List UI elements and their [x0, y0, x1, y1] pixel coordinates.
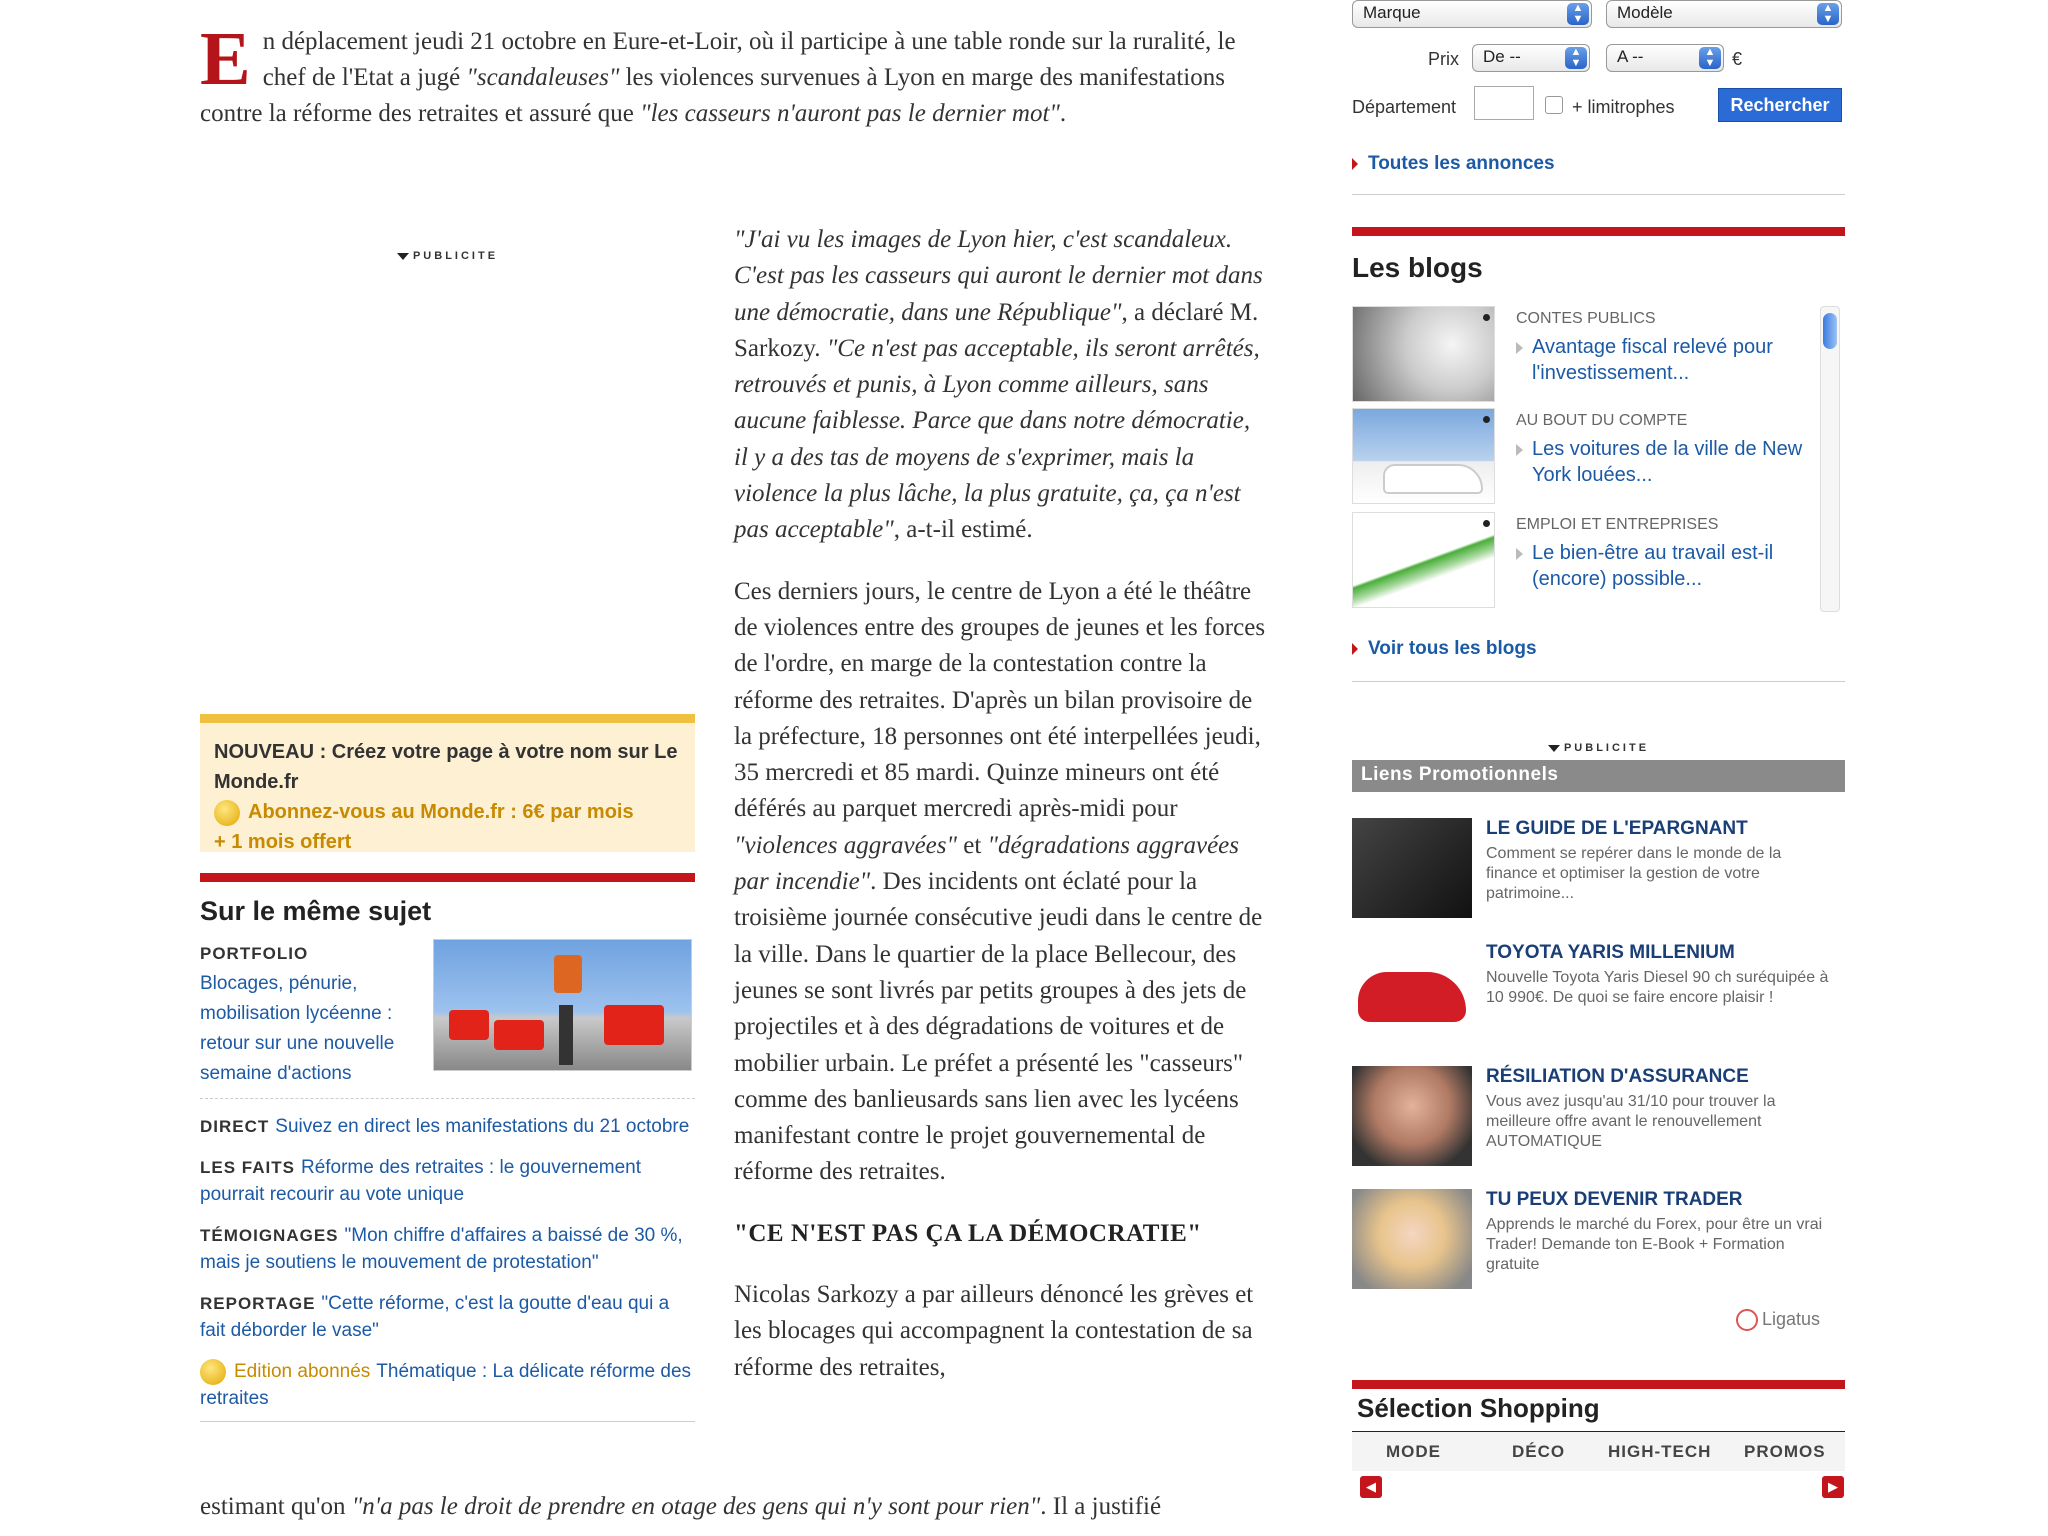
quote-text: "Ce n'est pas acceptable, ils seront arrêtés, retrouvés et punis, à Lyon comme ailleurs, sans aucune faiblesse. Parce que dans notre démocratie, il y a des tas de moyens de s'exprimer, mais la violence la plus lâche, la plus gratuite, ça, ça n'est pas acceptable": [734, 334, 1260, 544]
ligatus-text: Ligatus: [1762, 1309, 1821, 1329]
body-last-line: [200, 1493, 1265, 1521]
department-input[interactable]: [1474, 86, 1534, 120]
subscribe-offer-text: Abonnez-vous au Monde.fr : 6€ par mois: [248, 801, 634, 823]
blog-thumbnail[interactable]: [1352, 408, 1495, 504]
promo-item[interactable]: [1352, 942, 1845, 1052]
car-image[interactable]: [1352, 942, 1472, 1042]
limitrophes-label: + limitrophes: [1572, 97, 1675, 117]
related-item-edition[interactable]: [200, 1358, 695, 1412]
tab-high-tech[interactable]: HIGH-TECH: [1608, 1442, 1712, 1461]
related-link[interactable]: "Cette réforme, c'est la goutte d'eau qui a fait déborder le vase": [200, 1293, 670, 1341]
select-value: De --: [1483, 47, 1521, 66]
next-arrow-icon[interactable]: ▶: [1822, 1476, 1844, 1498]
prev-arrow-icon[interactable]: ◀: [1360, 1476, 1382, 1498]
ligatus-logo[interactable]: [1736, 1309, 1820, 1331]
price-from-select[interactable]: [1472, 44, 1590, 72]
ligatus-icon: [1736, 1309, 1758, 1331]
blog-item[interactable]: [1352, 306, 1812, 406]
related-title: Sur le même sujet: [200, 896, 432, 926]
subscribe-box: [200, 714, 695, 852]
all-blogs-text: Voir tous les blogs: [1368, 638, 1537, 659]
all-ads-link[interactable]: [1352, 153, 1555, 175]
price-to-select[interactable]: [1606, 44, 1724, 72]
model-select[interactable]: [1606, 0, 1842, 28]
related-item-reportage[interactable]: [200, 1290, 695, 1344]
intro-quote: "les casseurs n'auront pas le dernier mot": [640, 100, 1060, 127]
currency-label: €: [1732, 49, 1743, 69]
portfolio-kicker: PORTFOLIO: [200, 944, 309, 963]
bullet-icon: [1483, 416, 1490, 423]
body-quote: "n'a pas le droit de prendre en otage des gens qui n'y sont pour rien": [351, 1493, 1041, 1520]
flag-shape: [604, 1005, 664, 1045]
blog-thumbnail[interactable]: [1352, 512, 1495, 608]
quote-attribution: , a déclaré M. Sarkozy.: [734, 298, 1259, 362]
promo-desc: Nouvelle Toyota Yaris Diesel 90 ch suréquipée à 10 990€. De quoi se faire encore plaisir !: [1486, 969, 1829, 1006]
promo-item[interactable]: [1352, 1189, 1845, 1299]
select-arrows-icon: ▲ ▼: [1817, 3, 1839, 25]
section-divider: [1352, 1380, 1845, 1389]
body-paragraph: [734, 574, 1266, 1191]
quote-paragraph: [734, 222, 1266, 549]
blog-item[interactable]: [1352, 512, 1812, 612]
section-divider: [1352, 227, 1845, 236]
ad-label-text: PUBLICITE: [1563, 742, 1650, 754]
body-quote: "dégradations aggravées par incendie": [734, 831, 1239, 896]
promo-title[interactable]: RÉSILIATION D'ASSURANCE: [1486, 1066, 1749, 1087]
quote-attribution: , a-t-il estimé.: [893, 516, 1033, 544]
coin-icon: [214, 800, 240, 826]
related-link[interactable]: Réforme des retraites : le gouvernement pourrait recourir au vote unique: [200, 1157, 642, 1205]
intro-text: .: [1059, 100, 1067, 127]
related-kicker: TÉMOIGNAGES: [200, 1226, 339, 1245]
flag-shape: [554, 955, 582, 993]
related-kicker: DIRECT: [200, 1117, 270, 1136]
promo-desc: Comment se repérer dans le monde de la finance et optimiser la gestion de votre patrimoine...: [1486, 845, 1782, 902]
promo-item[interactable]: [1352, 1066, 1845, 1176]
related-kicker: LES FAITS: [200, 1158, 295, 1177]
blogs-scrollbar[interactable]: [1820, 306, 1840, 612]
promo-title[interactable]: TOYOTA YARIS MILLENIUM: [1486, 942, 1735, 963]
article-body: [734, 222, 1266, 1411]
subscribe-offer-link[interactable]: [214, 797, 681, 827]
department-label: Département: [1352, 97, 1457, 117]
woman-portrait-image[interactable]: [1352, 1189, 1472, 1289]
related-kicker: REPORTAGE: [200, 1294, 316, 1313]
quote-text: "J'ai vu les images de Lyon hier, c'est scandaleux. C'est pas les casseurs qui auront le dernier mot dans une démocratie, dans une République": [734, 226, 1263, 326]
limitrophes-checkbox[interactable]: [1545, 96, 1563, 114]
body-text: estimant qu'on: [200, 1493, 352, 1520]
article-intro: [200, 17, 1265, 132]
divider: [1352, 681, 1845, 682]
related-link[interactable]: "Mon chiffre d'affaires a baissé de 30 %, mais je soutiens le mouvement de protestation": [200, 1225, 683, 1273]
intro-text: les violences survenues à Lyon en marge des manifestations contre la réforme des retraites et assuré que: [200, 64, 1225, 127]
all-blogs-link[interactable]: [1352, 638, 1537, 660]
blogs-title: Les blogs: [1352, 252, 1483, 283]
section-divider: [200, 873, 695, 882]
bullet-icon: [1483, 314, 1490, 321]
promo-title[interactable]: TU PEUX DEVENIR TRADER: [1486, 1189, 1743, 1210]
drop-cap: E: [200, 17, 251, 101]
scrollbar-thumb[interactable]: [1823, 313, 1837, 349]
blog-category: CONTES PUBLICS: [1516, 310, 1656, 327]
shopping-title: Sélection Shopping: [1357, 1393, 1600, 1423]
edition-label: Edition abonnés: [234, 1361, 371, 1382]
portfolio-link[interactable]: Blocages, pénurie, mobilisation lycéenne : retour sur une nouvelle semaine d'actions: [200, 973, 395, 1084]
person-shape: [559, 1005, 573, 1065]
search-button[interactable]: Rechercher: [1718, 88, 1842, 122]
body-text: et: [957, 831, 988, 859]
divider: [1352, 194, 1845, 195]
related-item-faits[interactable]: [200, 1154, 695, 1208]
blog-title-link[interactable]: Avantage fiscal relevé pour l'investissement...: [1532, 336, 1773, 384]
blog-category: AU BOUT DU COMPTE: [1516, 412, 1688, 429]
promo-title[interactable]: LE GUIDE DE L'EPARGNANT: [1486, 818, 1748, 839]
related-articles: [200, 873, 695, 1422]
article: [200, 17, 1265, 132]
triangle-down-icon: [1548, 745, 1560, 752]
price-label: Prix: [1428, 49, 1459, 69]
blog-title-link[interactable]: Le bien-être au travail est-il (encore) possible...: [1532, 542, 1774, 590]
ad-label: [200, 250, 695, 262]
car-shape: [1383, 464, 1483, 494]
blog-title-link[interactable]: Les voitures de la ville de New York louées...: [1532, 438, 1803, 486]
related-link[interactable]: Thématique : La délicate réforme des retraites: [200, 1361, 692, 1409]
body-paragraph: Nicolas Sarkozy a par ailleurs dénoncé les grèves et les blocages qui accompagnent la contestation de sa réforme des retraites,: [734, 1281, 1254, 1381]
tab-promos[interactable]: PROMOS: [1744, 1442, 1826, 1461]
arrow-right-icon: [1352, 643, 1358, 655]
arrow-right-icon: [1516, 342, 1523, 354]
select-arrows-icon: ▲ ▼: [1565, 47, 1587, 69]
blog-item[interactable]: [1352, 408, 1812, 508]
shopping-tabs: [1352, 1431, 1845, 1471]
select-value: A --: [1617, 47, 1644, 66]
all-ads-text: Toutes les annonces: [1368, 153, 1555, 174]
select-value: Marque: [1363, 3, 1421, 22]
portfolio-item[interactable]: [200, 939, 695, 1099]
select-value: Modèle: [1617, 3, 1673, 22]
related-item-direct[interactable]: [200, 1113, 695, 1140]
select-arrows-icon: ▲ ▼: [1699, 47, 1721, 69]
body-text: Ces derniers jours, le centre de Lyon a été le théâtre de violences entre des groupes de jeunes et les forces de l'ordre, en marge de la contestation contre la réforme des retraites. D'après un bilan provisoire de la préfecture, 18 personnes ont été interpellées jeudi, 35 mercredi et 85 mardi. Quinze mineurs ont été déférés au parquet mercredi après-midi pour: [734, 577, 1266, 823]
body-text: . Il a justifié: [1040, 1493, 1162, 1520]
flag-shape: [494, 1020, 544, 1050]
bullet-icon: [1483, 520, 1490, 527]
ad-label: [1352, 742, 1845, 754]
blog-thumbnail[interactable]: [1352, 306, 1495, 402]
ad-label-text: PUBLICITE: [412, 250, 499, 262]
arrow-right-icon: [1352, 158, 1358, 170]
related-link[interactable]: Suivez en direct les manifestations du 21 octobre: [275, 1116, 690, 1137]
tab-mode[interactable]: MODE: [1386, 1442, 1441, 1461]
promo-desc: Apprends le marché du Forex, pour être un vrai Trader! Demande ton E-Book + Formation gratuite: [1486, 1216, 1823, 1273]
related-item-temoignages[interactable]: [200, 1222, 695, 1276]
body-quote: "violences aggravées": [734, 831, 957, 859]
blog-category: EMPLOI ET ENTREPRISES: [1516, 516, 1719, 533]
man-portrait-image[interactable]: [1352, 1066, 1472, 1166]
red-car-shape: [1358, 972, 1466, 1022]
arrow-right-icon: [1516, 444, 1523, 456]
promo-desc: Vous avez jusqu'au 31/10 pour trouver la meilleure offre avant le renouvellement AUTOMATIQUE: [1486, 1093, 1776, 1150]
arrow-right-icon: [1516, 548, 1523, 560]
flag-shape: [449, 1010, 489, 1040]
coin-icon: [200, 1359, 226, 1385]
promo-item[interactable]: [1352, 818, 1845, 928]
tab-deco[interactable]: DÉCO: [1512, 1442, 1566, 1461]
triangle-down-icon: [397, 253, 409, 260]
promo-header: Liens Promotionnels: [1352, 760, 1845, 792]
book-image[interactable]: [1352, 818, 1472, 918]
intro-quote: "scandaleuses": [466, 64, 620, 91]
intro-text: n déplacement jeudi 21 octobre en Eure-et-Loir, où il participe à une table ronde sur la ruralité, le chef de l'Etat a jugé: [262, 28, 1236, 91]
subscribe-new-page-link[interactable]: NOUVEAU : Créez votre page à votre nom sur Le Monde.fr: [214, 741, 678, 793]
protest-photo[interactable]: [433, 939, 692, 1071]
select-arrows-icon: ▲ ▼: [1567, 3, 1589, 25]
portfolio-text[interactable]: [200, 939, 420, 1089]
subheading: "CE N'EST PAS ÇA LA DÉMOCRATIE": [734, 1219, 1202, 1247]
section-divider: [200, 1412, 695, 1422]
brand-select[interactable]: [1352, 0, 1592, 28]
body-text: . Des incidents ont éclaté pour la troisième journée consécutive jeudi dans le centre de la ville. Dans le quartier de la place Bellecour, des jeunes se sont livrés par petits groupes à des jets de projectiles et à des dégradations de voitures et de mobilier urbain. Le préfet a présenté les "casseurs" comme des banlieusards sans lien avec les lycéens manifestant contre le projet gouvernemental de réforme des retraites.: [734, 868, 1263, 1186]
subscribe-offer-extra: + 1 mois offert: [214, 831, 352, 853]
